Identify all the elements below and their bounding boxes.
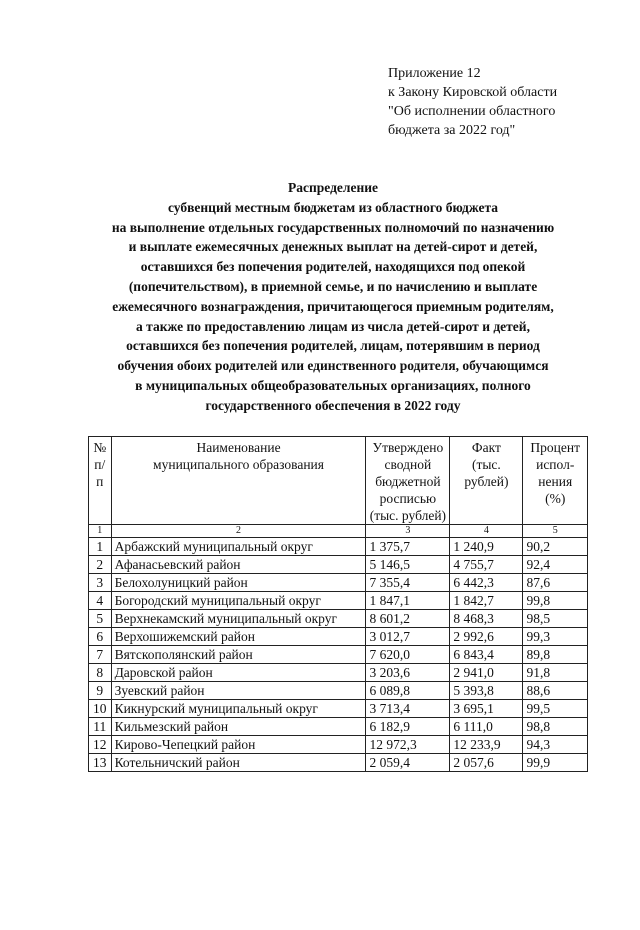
actual-amount: 8 468,3 bbox=[450, 610, 523, 628]
table-row bbox=[89, 574, 588, 592]
table-row bbox=[89, 718, 588, 736]
approved-amount: 7 355,4 bbox=[366, 574, 450, 592]
approved-amount: 1 847,1 bbox=[366, 592, 450, 610]
approved-amount: 6 089,8 bbox=[366, 682, 450, 700]
appendix-line: к Закону Кировской области bbox=[388, 85, 558, 100]
approved-amount: 6 182,9 bbox=[366, 718, 450, 736]
municipality-name: Афанасьевский район bbox=[111, 556, 366, 574]
header-plan: Утверждено сводной бюджетной росписью (тыс. рублей) bbox=[366, 437, 450, 525]
actual-amount: 1 842,7 bbox=[450, 592, 523, 610]
title-line: субвенций местным бюджетам из областного бюджета bbox=[167, 199, 499, 215]
row-number: 4 bbox=[89, 592, 112, 610]
approved-amount: 12 972,3 bbox=[366, 736, 450, 754]
table-row bbox=[89, 754, 588, 772]
actual-amount: 2 057,6 bbox=[450, 754, 523, 772]
approved-amount: 7 620,0 bbox=[366, 646, 450, 664]
appendix-line: "Об исполнении областного bbox=[388, 104, 556, 119]
table-row bbox=[89, 628, 588, 646]
appendix-note bbox=[388, 64, 618, 140]
column-index: 1 bbox=[89, 525, 112, 538]
execution-percent: 98,5 bbox=[523, 610, 588, 628]
actual-amount: 2 941,0 bbox=[450, 664, 523, 682]
execution-percent: 88,6 bbox=[523, 682, 588, 700]
municipality-name: Кильмезский район bbox=[111, 718, 366, 736]
table-row bbox=[89, 592, 588, 610]
header-num: № п/п bbox=[89, 437, 112, 525]
row-number: 3 bbox=[89, 574, 112, 592]
municipality-name: Вятскополянский район bbox=[111, 646, 366, 664]
actual-amount: 4 755,7 bbox=[450, 556, 523, 574]
subsidy-table bbox=[88, 436, 588, 772]
execution-percent: 99,9 bbox=[523, 754, 588, 772]
execution-percent: 99,8 bbox=[523, 592, 588, 610]
column-index: 3 bbox=[366, 525, 450, 538]
actual-amount: 1 240,9 bbox=[450, 538, 523, 556]
appendix-line: бюджета за 2022 год" bbox=[388, 123, 516, 138]
municipality-name: Кирово-Чепецкий район bbox=[111, 736, 366, 754]
title-line: на выполнение отдельных государственных полномочий по назначению bbox=[111, 219, 555, 235]
municipality-name: Верхошижемский район bbox=[111, 628, 366, 646]
title-line: обучения обоих родителей или единственного родителя, обучающимся bbox=[117, 358, 549, 374]
title-line: и выплате ежемесячных денежных выплат на детей-сирот и детей, bbox=[128, 239, 538, 255]
row-number: 5 bbox=[89, 610, 112, 628]
title-line: оставшихся без попечения родителей, лицам, потерявшим в период bbox=[126, 338, 540, 354]
title-line: оставшихся без попечения родителей, находящихся под опекой bbox=[140, 259, 526, 275]
row-number: 1 bbox=[89, 538, 112, 556]
municipality-name: Кикнурский муниципальный округ bbox=[111, 700, 366, 718]
execution-percent: 94,3 bbox=[523, 736, 588, 754]
approved-amount: 5 146,5 bbox=[366, 556, 450, 574]
actual-amount: 6 442,3 bbox=[450, 574, 523, 592]
approved-amount: 8 601,2 bbox=[366, 610, 450, 628]
row-number: 8 bbox=[89, 664, 112, 682]
title-line: государственного обеспечения в 2022 году bbox=[205, 397, 461, 413]
municipality-name: Арбажский муниципальный округ bbox=[111, 538, 366, 556]
title-line: ежемесячного вознаграждения, причитающегося приемным родителям, bbox=[112, 298, 554, 314]
row-number: 13 bbox=[89, 754, 112, 772]
row-number: 6 bbox=[89, 628, 112, 646]
execution-percent: 89,8 bbox=[523, 646, 588, 664]
approved-amount: 1 375,7 bbox=[366, 538, 450, 556]
municipality-name: Белохолуницкий район bbox=[111, 574, 366, 592]
actual-amount: 12 233,9 bbox=[450, 736, 523, 754]
execution-percent: 92,4 bbox=[523, 556, 588, 574]
table-row bbox=[89, 646, 588, 664]
actual-amount: 5 393,8 bbox=[450, 682, 523, 700]
municipality-name: Зуевский район bbox=[111, 682, 366, 700]
municipality-name: Даровской район bbox=[111, 664, 366, 682]
row-number: 12 bbox=[89, 736, 112, 754]
title-line: а также по предоставлению лицам из числа детей-сирот и детей, bbox=[136, 318, 530, 334]
approved-amount: 3 713,4 bbox=[366, 700, 450, 718]
column-index: 5 bbox=[523, 525, 588, 538]
row-number: 10 bbox=[89, 700, 112, 718]
table-row bbox=[89, 538, 588, 556]
title-line: (попечительством), в приемной семье, и по начислению и выплате bbox=[128, 278, 538, 294]
appendix-line: Приложение 12 bbox=[388, 66, 481, 81]
column-index: 4 bbox=[450, 525, 523, 538]
actual-amount: 2 992,6 bbox=[450, 628, 523, 646]
column-index-row bbox=[89, 525, 588, 538]
approved-amount: 3 012,7 bbox=[366, 628, 450, 646]
row-number: 11 bbox=[89, 718, 112, 736]
actual-amount: 3 695,1 bbox=[450, 700, 523, 718]
actual-amount: 6 111,0 bbox=[450, 718, 523, 736]
row-number: 2 bbox=[89, 556, 112, 574]
header-row bbox=[89, 437, 588, 525]
title-line: Распределение bbox=[287, 180, 379, 195]
header-name: Наименование муниципального образования bbox=[111, 437, 366, 525]
header-pct: Процент испол- нения (%) bbox=[523, 437, 588, 525]
municipality-name: Богородский муниципальный округ bbox=[111, 592, 366, 610]
column-index: 2 bbox=[111, 525, 366, 538]
row-number: 9 bbox=[89, 682, 112, 700]
table-row bbox=[89, 610, 588, 628]
approved-amount: 2 059,4 bbox=[366, 754, 450, 772]
execution-percent: 91,8 bbox=[523, 664, 588, 682]
municipality-name: Верхнекамский муниципальный округ bbox=[111, 610, 366, 628]
actual-amount: 6 843,4 bbox=[450, 646, 523, 664]
header-fact: Факт (тыс. рублей) bbox=[450, 437, 523, 525]
table-row bbox=[89, 736, 588, 754]
table-row bbox=[89, 664, 588, 682]
table-row bbox=[89, 556, 588, 574]
document-title bbox=[60, 178, 606, 416]
table-row bbox=[89, 682, 588, 700]
execution-percent: 99,3 bbox=[523, 628, 588, 646]
title-line: в муниципальных общеобразовательных организациях, полного bbox=[135, 377, 531, 393]
table-row bbox=[89, 700, 588, 718]
row-number: 7 bbox=[89, 646, 112, 664]
execution-percent: 90,2 bbox=[523, 538, 588, 556]
execution-percent: 99,5 bbox=[523, 700, 588, 718]
execution-percent: 87,6 bbox=[523, 574, 588, 592]
approved-amount: 3 203,6 bbox=[366, 664, 450, 682]
execution-percent: 98,8 bbox=[523, 718, 588, 736]
municipality-name: Котельничский район bbox=[111, 754, 366, 772]
